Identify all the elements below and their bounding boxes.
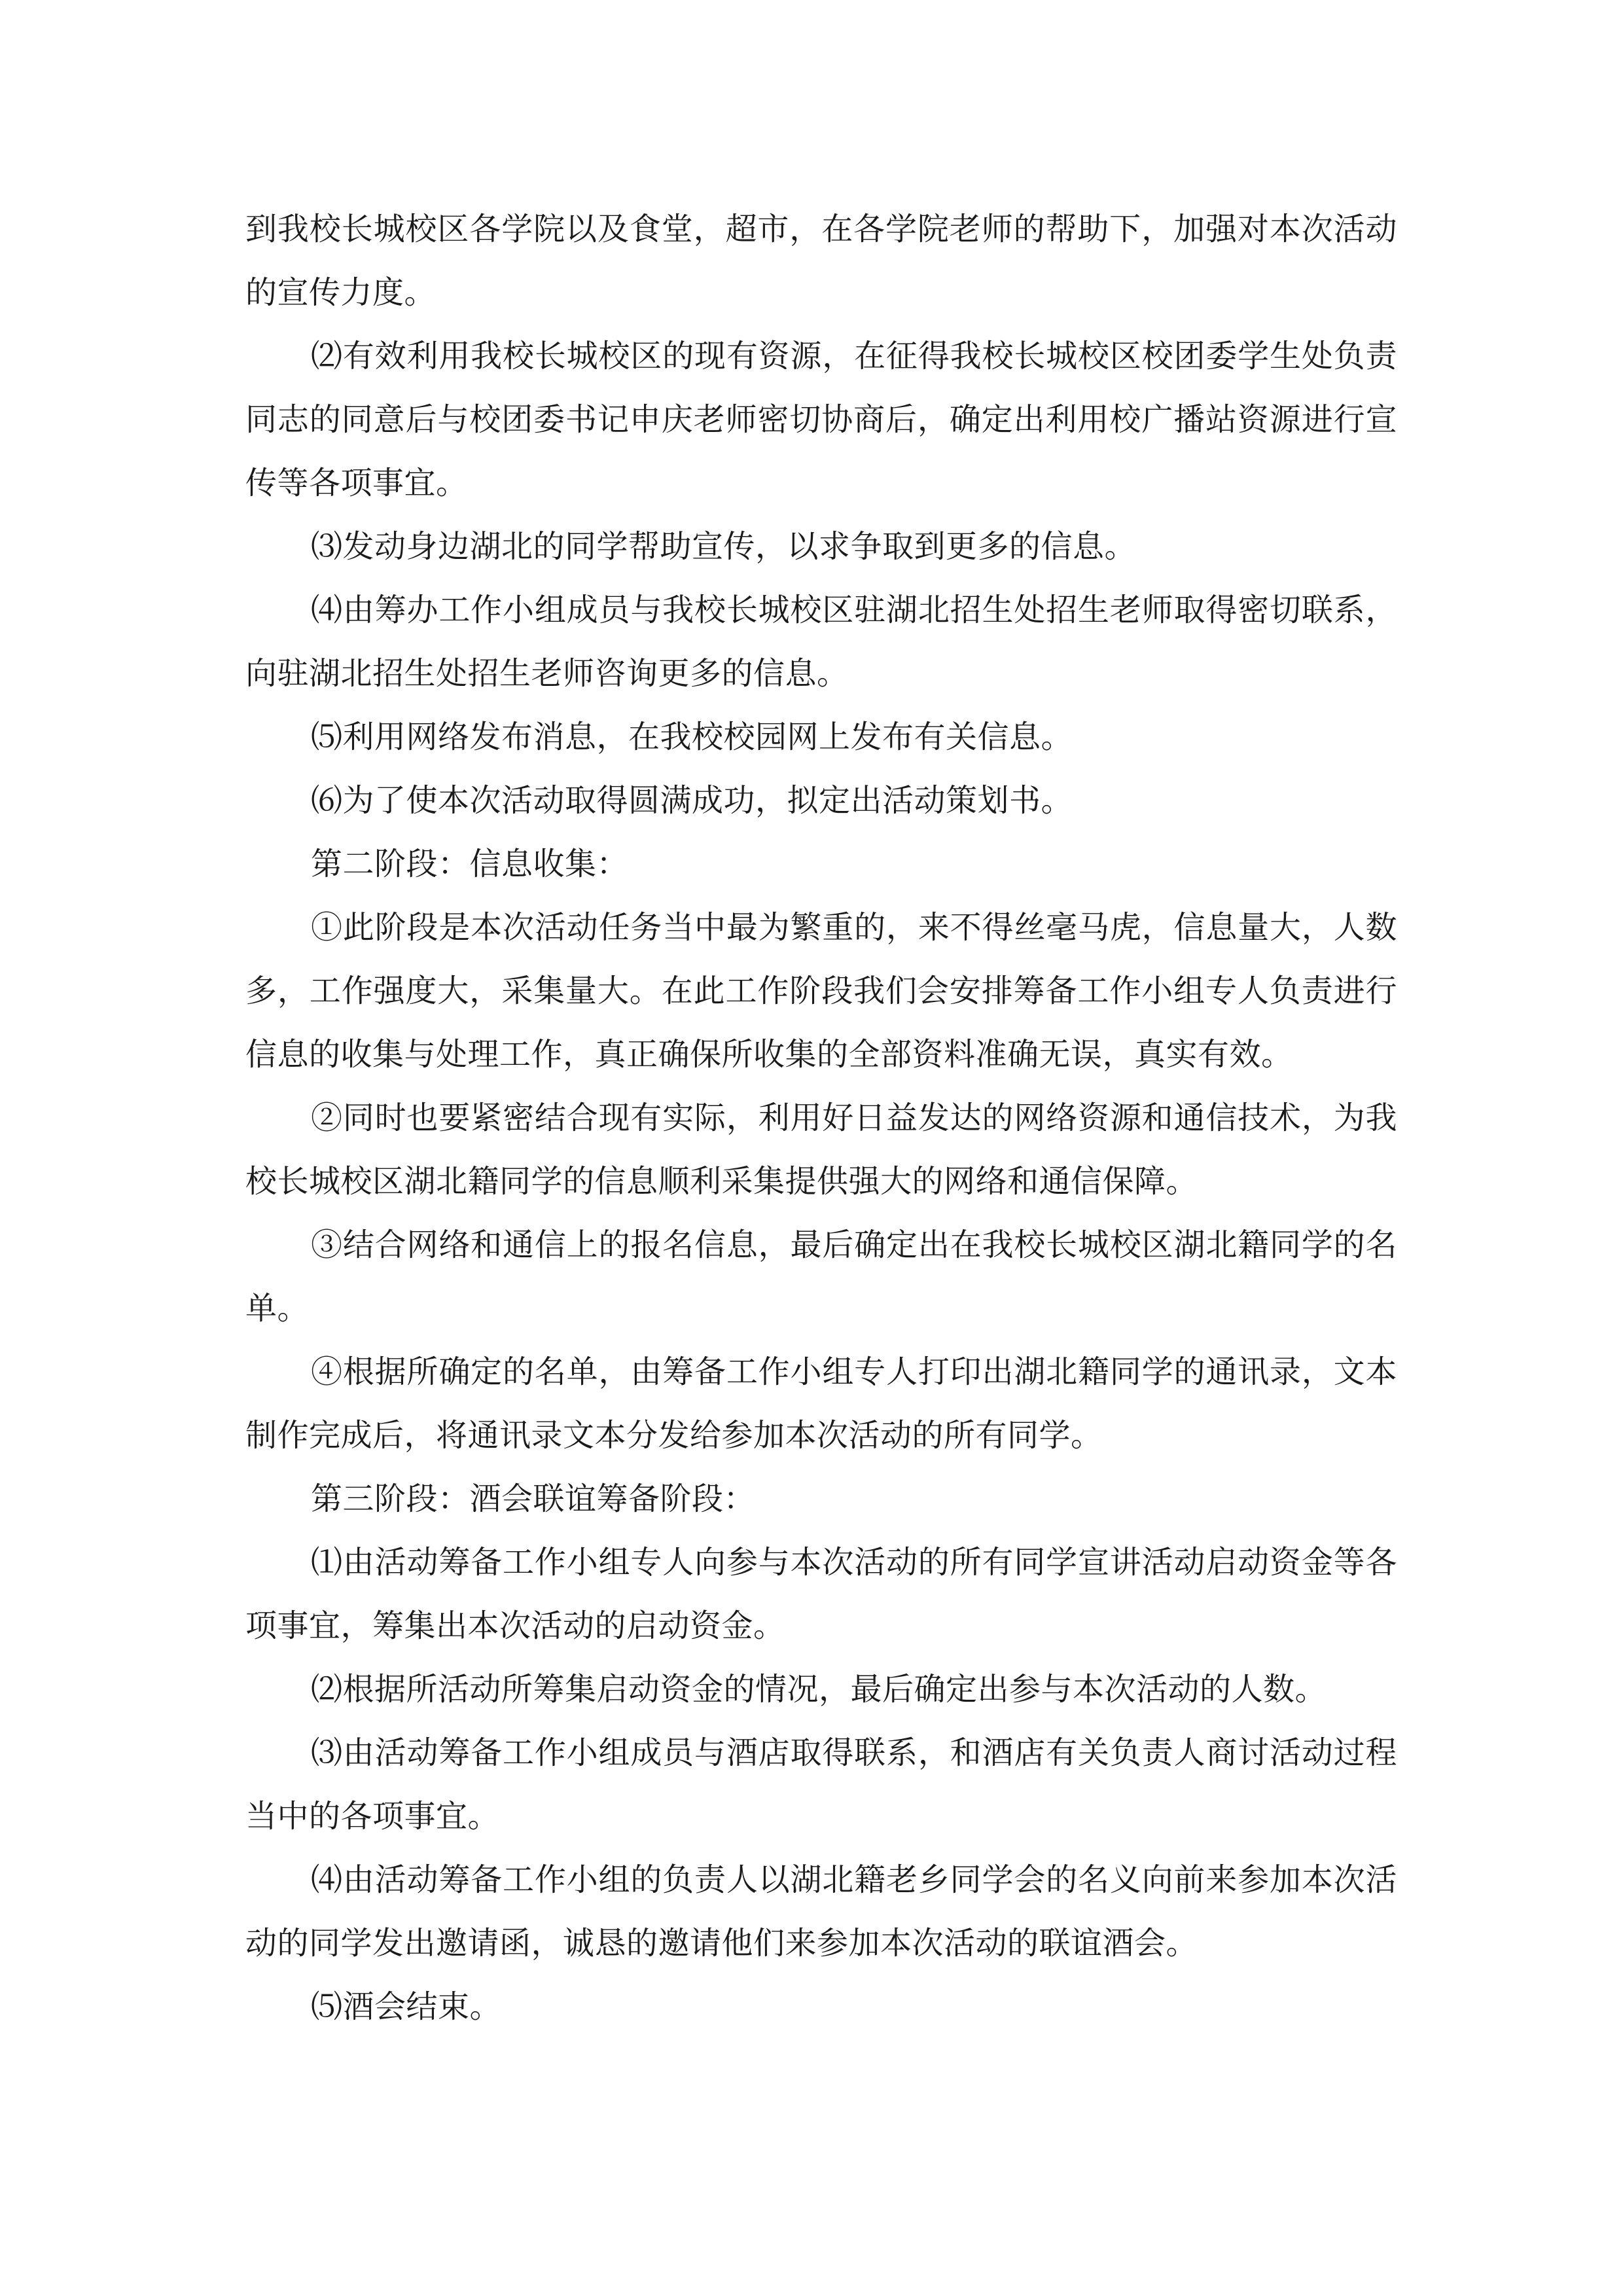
paragraph: 到我校长城校区各学院以及食堂，超市，在各学院老师的帮助下，加强对本次活动的宣传力度。: [245, 211, 1397, 311]
paragraph: ①此阶段是本次活动任务当中最为繁重的，来不得丝毫马虎，信息量大，人数多，工作强度大，采集量大。在此工作阶段我们会安排筹备工作小组专人负责进行信息的收集与处理工作，真正确保所收集的全部资料准确无误，真实有效。: [245, 909, 1397, 1073]
paragraph: ⑸酒会结束。: [311, 1988, 502, 2025]
paragraph: ⑵有效利用我校长城校区的现有资源，在征得我校长城校区校团委学生处负责同志的同意后与校团委书记申庆老师密切协商后，确定出利用校广播站资源进行宣传等各项事宜。: [245, 338, 1397, 501]
paragraph: ⑶发动身边湖北的同学帮助宣传，以求争取到更多的信息。: [311, 528, 1137, 565]
paragraph: ③结合网络和通信上的报名信息，最后确定出在我校长城校区湖北籍同学的名单。: [245, 1227, 1397, 1327]
paragraph: ⑴由活动筹备工作小组专人向参与本次活动的所有同学宣讲活动启动资金等各项事宜，筹集出本次活动的启动资金。: [245, 1544, 1397, 1644]
paragraph: ⑷由筹办工作小组成员与我校长城校区驻湖北招生处招生老师取得密切联系，向驻湖北招生处招生老师咨询更多的信息。: [245, 592, 1397, 692]
paragraph: ②同时也要紧密结合现有实际，利用好日益发达的网络资源和通信技术，为我校长城校区湖北籍同学的信息顺利采集提供强大的网络和通信保障。: [245, 1100, 1397, 1200]
paragraph: ⑶由活动筹备工作小组成员与酒店取得联系，和酒店有关负责人商讨活动过程当中的各项事宜。: [245, 1734, 1397, 1835]
section-heading: 第三阶段：酒会联谊筹备阶段：: [311, 1480, 756, 1517]
paragraph: ⑸利用网络发布消息，在我校校园网上发布有关信息。: [311, 719, 1073, 755]
document-body: [245, 198, 1397, 2039]
paragraph: ⑵根据所活动所筹集启动资金的情况，最后确定出参与本次活动的人数。: [311, 1671, 1327, 1708]
section-heading: 第二阶段：信息收集：: [311, 846, 629, 882]
paragraph: ⑷由活动筹备工作小组的负责人以湖北籍老乡同学会的名义向前来参加本次活动的同学发出邀请函，诚恳的邀请他们来参加本次活动的联谊酒会。: [245, 1861, 1397, 1962]
paragraph: ④根据所确定的名单，由筹备工作小组专人打印出湖北籍同学的通讯录，文本制作完成后，将通讯录文本分发给参加本次活动的所有同学。: [245, 1354, 1397, 1454]
paragraph: ⑹为了使本次活动取得圆满成功，拟定出活动策划书。: [311, 782, 1073, 819]
